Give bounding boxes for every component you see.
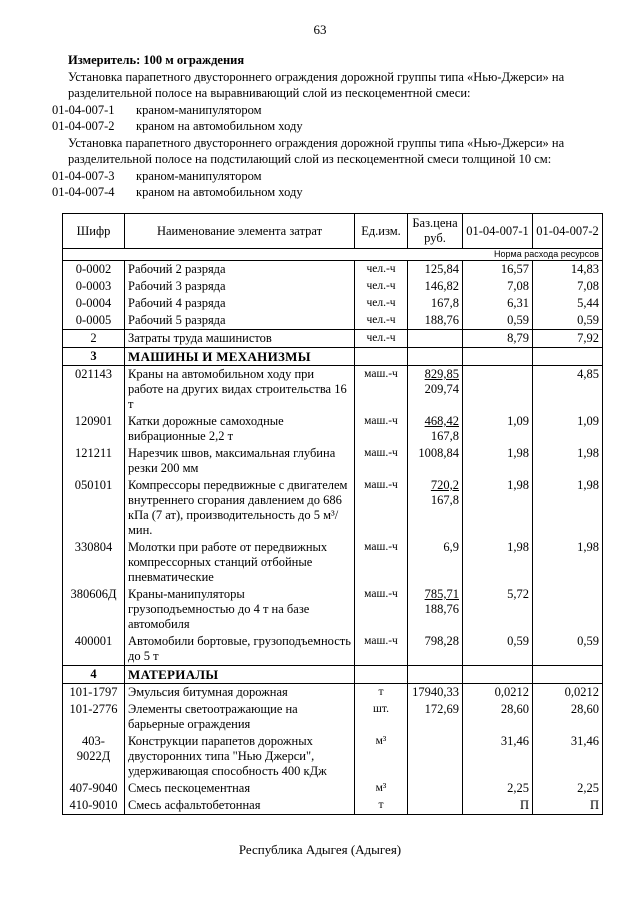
row-unit: маш.-ч: [355, 366, 408, 414]
table-row: [63, 684, 603, 702]
row-code: 021143: [63, 366, 125, 414]
row-value-1: 1,98: [463, 477, 533, 539]
resource-table: [62, 213, 603, 815]
row-code: 410-9010: [63, 797, 125, 815]
row-value-1: 1,09: [463, 413, 533, 445]
row-code: 101-1797: [63, 684, 125, 702]
price-wage: 167,8: [430, 493, 459, 507]
norm-row: [63, 249, 603, 261]
measure-unit: Измеритель: 100 м ограждения: [68, 53, 245, 67]
row-name: Нарезчик швов, максимальная глубина резки 200 мм: [125, 445, 355, 477]
row-name: Конструкции парапетов дорожных двусторонних типа "Нью Джерси", удерживающая способность 400 кДж: [125, 733, 355, 780]
row-unit: т: [355, 684, 408, 702]
row-code: 101-2776: [63, 701, 125, 733]
row-unit: маш.-ч: [355, 633, 408, 666]
table-row: [63, 413, 603, 445]
table-row: [63, 586, 603, 633]
table-row: [63, 366, 603, 414]
row-name: Компрессоры передвижные с двигателем внутреннего сгорания давлением до 686 кПа (7 ат), производительность до 5 м³/мин.: [125, 477, 355, 539]
row-unit: м³: [355, 733, 408, 780]
row-unit: [355, 666, 408, 684]
table-row: [63, 780, 603, 797]
table-row: [63, 477, 603, 539]
row-value-2: 1,98: [533, 539, 603, 586]
row-price: [408, 330, 463, 348]
row-unit: чел.-ч: [355, 261, 408, 279]
row-name: Автомобили бортовые, грузоподъемность до 5 т: [125, 633, 355, 666]
row-value-1: 28,60: [463, 701, 533, 733]
row-value-2: [533, 348, 603, 366]
row-code: 380606Д: [63, 586, 125, 633]
table-row: [63, 445, 603, 477]
table-row: [63, 701, 603, 733]
row-value-2: 0,0212: [533, 684, 603, 702]
row-value-2: 0,59: [533, 633, 603, 666]
intro-paragraph-1: Установка парапетного двустороннего ограждения дорожной группы типа «Нью-Джерси» на разделительной полосе на выравнивающий слой из пескоцементной смеси:: [68, 69, 565, 100]
code-line: [52, 184, 603, 201]
code-text: краном на автомобильном ходу: [136, 185, 303, 199]
row-value-1: 5,72: [463, 586, 533, 633]
row-code: 0-0004: [63, 295, 125, 312]
row-price: 17940,33: [408, 684, 463, 702]
code-id: 01-04-007-3: [52, 168, 115, 183]
row-value-1: П: [463, 797, 533, 815]
row-value-1: 16,57: [463, 261, 533, 279]
row-value-2: 31,46: [533, 733, 603, 780]
header-col-2: 01-04-007-2: [533, 214, 603, 249]
row-value-1: 8,79: [463, 330, 533, 348]
row-unit: маш.-ч: [355, 539, 408, 586]
row-value-2: 5,44: [533, 295, 603, 312]
row-price: [408, 780, 463, 797]
row-value-1: 31,46: [463, 733, 533, 780]
row-code: 3: [63, 348, 125, 366]
code-text: краном-манипулятором: [136, 168, 262, 183]
price-wage: 188,76: [424, 602, 459, 616]
row-price: 798,28: [408, 633, 463, 666]
code-text: краном-манипулятором: [136, 102, 262, 117]
row-name: Смесь асфальтобетонная: [125, 797, 355, 815]
table-row: [63, 295, 603, 312]
row-code: 0-0003: [63, 278, 125, 295]
code-text: краном на автомобильном ходу: [136, 119, 303, 133]
table-row: [63, 261, 603, 279]
price-wage: 209,74: [424, 382, 459, 396]
row-price: 1008,84: [408, 445, 463, 477]
row-name: Катки дорожные самоходные вибрационные 2,2 т: [125, 413, 355, 445]
row-name: Рабочий 3 разряда: [125, 278, 355, 295]
row-value-2: 0,59: [533, 312, 603, 330]
table-body: [63, 261, 603, 815]
row-code: 120901: [63, 413, 125, 445]
row-price: [408, 586, 463, 633]
row-price: [408, 733, 463, 780]
row-name: Смесь пескоцементная: [125, 780, 355, 797]
row-code: 0-0002: [63, 261, 125, 279]
row-price: 167,8: [408, 295, 463, 312]
row-name: Молотки при работе от передвижных компрессорных станций отбойные пневматические: [125, 539, 355, 586]
code-line: [52, 168, 603, 185]
row-value-2: 7,08: [533, 278, 603, 295]
row-code: 0-0005: [63, 312, 125, 330]
row-name: Элементы светоотражающие на барьерные ограждения: [125, 701, 355, 733]
row-value-1: 7,08: [463, 278, 533, 295]
row-value-1: 1,98: [463, 445, 533, 477]
row-name: Рабочий 4 разряда: [125, 295, 355, 312]
row-value-1: [463, 348, 533, 366]
table-row: [63, 539, 603, 586]
row-unit: маш.-ч: [355, 413, 408, 445]
row-price: 125,84: [408, 261, 463, 279]
row-name: Рабочий 5 разряда: [125, 312, 355, 330]
row-unit: маш.-ч: [355, 477, 408, 539]
row-code: 400001: [63, 633, 125, 666]
header-unit: Ед.изм.: [355, 214, 408, 249]
table-row: [63, 312, 603, 330]
row-value-1: 0,0212: [463, 684, 533, 702]
intro-block: [52, 52, 603, 201]
row-price: [408, 477, 463, 539]
row-unit: чел.-ч: [355, 278, 408, 295]
row-value-2: 1,98: [533, 477, 603, 539]
code-list-2: [52, 168, 603, 201]
row-value-2: [533, 586, 603, 633]
row-code: 403-9022Д: [63, 733, 125, 780]
row-price: [408, 666, 463, 684]
row-code: 2: [63, 330, 125, 348]
row-name: Рабочий 2 разряда: [125, 261, 355, 279]
row-unit: м³: [355, 780, 408, 797]
code-id: 01-04-007-4: [52, 185, 115, 199]
row-value-2: [533, 666, 603, 684]
table-row: [63, 330, 603, 348]
code-line: [52, 118, 603, 135]
table-row: [63, 797, 603, 815]
code-list-1: [52, 102, 603, 135]
row-unit: маш.-ч: [355, 586, 408, 633]
row-value-2: 7,92: [533, 330, 603, 348]
header-code: Шифр: [63, 214, 125, 249]
row-name: МАШИНЫ И МЕХАНИЗМЫ: [125, 348, 355, 366]
table-row: [63, 278, 603, 295]
code-id: 01-04-007-2: [52, 119, 115, 133]
code-id: 01-04-007-1: [52, 102, 115, 117]
row-price: 146,82: [408, 278, 463, 295]
header-name: Наименование элемента затрат: [125, 214, 355, 249]
row-price: [408, 348, 463, 366]
price-total: 829,85: [424, 367, 459, 381]
row-unit: маш.-ч: [355, 445, 408, 477]
row-unit: чел.-ч: [355, 295, 408, 312]
price-total: 785,71: [424, 587, 459, 601]
price-total: 468,42: [424, 414, 459, 428]
row-value-1: 2,25: [463, 780, 533, 797]
table-row: [63, 348, 603, 366]
row-price: [408, 797, 463, 815]
row-unit: [355, 348, 408, 366]
table-row: [63, 666, 603, 684]
row-unit: чел.-ч: [355, 330, 408, 348]
row-code: 4: [63, 666, 125, 684]
row-unit: т: [355, 797, 408, 815]
row-name: Затраты труда машинистов: [125, 330, 355, 348]
price-total: 720,2: [430, 478, 459, 492]
row-code: 050101: [63, 477, 125, 539]
page-number: 63: [313, 22, 327, 37]
row-value-2: 1,09: [533, 413, 603, 445]
row-name: МАТЕРИАЛЫ: [125, 666, 355, 684]
row-value-1: 0,59: [463, 633, 533, 666]
row-value-1: [463, 666, 533, 684]
row-value-2: 4,85: [533, 366, 603, 414]
row-value-1: 1,98: [463, 539, 533, 586]
table-header-row: [63, 214, 603, 249]
header-price: Баз.цена руб.: [408, 214, 463, 249]
row-code: 121211: [63, 445, 125, 477]
row-value-1: 6,31: [463, 295, 533, 312]
row-name: Краны на автомобильном ходу при работе на других видах строительства 16 т: [125, 366, 355, 414]
row-price: 172,69: [408, 701, 463, 733]
header-col-1: 01-04-007-1: [463, 214, 533, 249]
row-name: Эмульсия битумная дорожная: [125, 684, 355, 702]
row-value-2: П: [533, 797, 603, 815]
row-name: Краны-манипуляторы грузоподъемностью до 4 т на базе автомобиля: [125, 586, 355, 633]
row-value-2: 1,98: [533, 445, 603, 477]
table-row: [63, 633, 603, 666]
norm-label: Норма расхода ресурсов: [463, 249, 603, 261]
row-unit: чел.-ч: [355, 312, 408, 330]
row-code: 330804: [63, 539, 125, 586]
row-price: [408, 413, 463, 445]
row-value-2: 14,83: [533, 261, 603, 279]
row-price: [408, 366, 463, 414]
row-code: 407-9040: [63, 780, 125, 797]
row-value-2: 28,60: [533, 701, 603, 733]
table-row: [63, 733, 603, 780]
intro-paragraph-2: Установка парапетного двустороннего ограждения дорожной группы типа «Нью-Джерси» на разделительной полосе на подстилающий слой из пескоцементной смеси толщиной 10 см:: [68, 135, 565, 166]
price-wage: 167,8: [430, 429, 459, 443]
page-footer: Республика Адыгея (Адыгея): [238, 842, 402, 857]
row-value-1: 0,59: [463, 312, 533, 330]
row-value-1: [463, 366, 533, 414]
row-unit: шт.: [355, 701, 408, 733]
row-price: 188,76: [408, 312, 463, 330]
code-line: [52, 102, 603, 119]
row-price: 6,9: [408, 539, 463, 586]
row-value-2: 2,25: [533, 780, 603, 797]
